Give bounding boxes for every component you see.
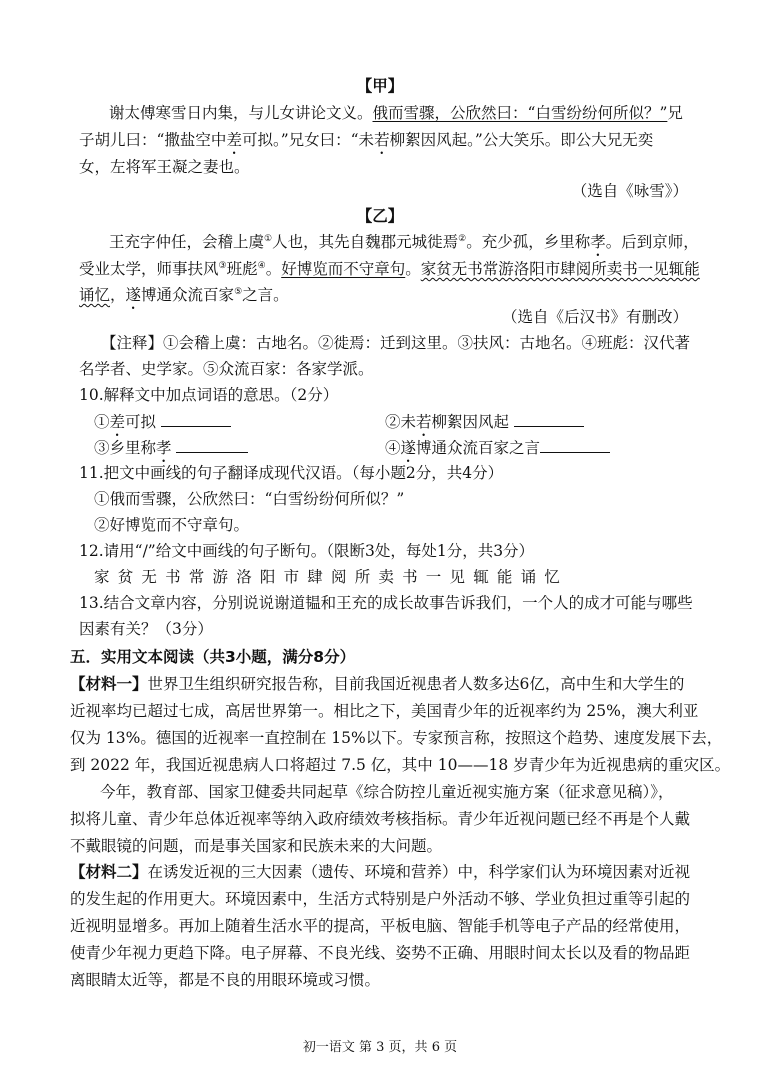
material-1-line-6: 拟将儿童、青少年总体近视率等纳入政府绩效考核指标。青少年近视问题已经不再是个人戴 — [70, 810, 691, 828]
passage-jia-source: （选自《咏雪》） — [571, 182, 688, 200]
notes-line-1: 【注释】①会稽上虞：古地名。②徙焉：迁到这里。③扶风：古地名。④班彪：汉代著 — [101, 334, 691, 352]
passage-yi-line-2: 受业太学，师事扶风③班彪④。好博览而不守章句。家贫无书常游洛阳市肆阅所卖书一见辄能 — [79, 260, 700, 278]
underlined-sentence-2: 好博览而不守章句 — [281, 260, 406, 278]
q13-line-1: 13.结合文章内容，分别说说谢道韫和王充的成长故事告诉我们，一个人的成才可能与哪些 — [79, 594, 693, 612]
passage-yi-heading: 【乙】 — [356, 206, 404, 225]
q11-stem: 11.把文中画线的句子翻译成现代汉语。（每小题2分，共4分） — [79, 464, 504, 482]
answer-blank[interactable] — [176, 438, 248, 453]
dotted-word: 孝 — [590, 233, 606, 251]
q13-line-2: 因素有关？（3分） — [79, 620, 213, 638]
q11-sentence-1: ①俄而雪骤，公欣然曰：“白雪纷纷何所似？” — [94, 490, 405, 508]
dotted-word: 若 — [374, 131, 390, 149]
dotted-word: 差 — [226, 131, 242, 149]
answer-blank[interactable] — [514, 412, 584, 427]
material-1-line-3: 仅为 13%。德国的近视率一直控制在 15%以下。专家预言称，按照这个趋势、速度发展下去， — [70, 729, 723, 747]
passage-jia-heading: 【甲】 — [356, 76, 404, 95]
notes-line-2: 名学者、史学家。⑤众流百家：各家学派。 — [79, 360, 374, 378]
q11-sentence-2: ②好博览而不守章句。 — [94, 516, 250, 534]
material-1-line-2: 近视率均已超过七成，高居世界第一。相比之下，美国青少年的近视率约为 25%，澳大利亚 — [70, 702, 699, 720]
q12-stem: 12.请用“/”给文中画线的句子断句。（限断3处，每处1分，共3分） — [79, 542, 535, 560]
q10-stem: 10.解释文中加点词语的意思。（2分） — [79, 386, 339, 404]
wavy-sentence: 家贫无书常游洛阳市肆阅所卖书一见辄能 — [420, 260, 700, 278]
underlined-sentence-1: 俄而雪骤，公欣然曰：“白雪纷纷何所似？” — [372, 104, 668, 122]
material-1-line-5: 今年，教育部、国家卫健委共同起草《综合防控儿童近视实施方案（征求意见稿）》， — [100, 783, 674, 801]
passage-jia-line-1: 谢太傅寒雪日内集，与儿女讲论文义。俄而雪骤，公欣然曰：“白雪纷纷何所似？”兄 — [109, 104, 683, 122]
q10-item-4: ④遂博通众流百家之言 — [385, 438, 688, 466]
material-2-line-2: 的发生起的作用更大。环境因素中，生活方式特别是户外活动不够、学业负担过重等引起的 — [70, 890, 691, 908]
q10-item-1: ①差可拟 — [94, 412, 688, 440]
section-5-title: 五．实用文本阅读（共3小题，满分8分） — [70, 648, 356, 666]
material-2-line-4: 使青少年视力更趋下降。电子屏幕、不良光线、姿势不正确、用眼时间太长以及看的物品距 — [70, 944, 691, 962]
answer-blank[interactable] — [540, 438, 610, 453]
passage-jia-line-2: 子胡儿曰：“撒盐空中差可拟。”兄女曰：“未若柳絮因风起。”公大笑乐。即公大兄无奕 — [79, 131, 654, 149]
wavy-sentence: 诵忆 — [79, 286, 111, 304]
answer-blank[interactable] — [161, 412, 231, 427]
passage-yi-line-1: 王充字仲任，会稽上虞①人也，其先自魏郡元城徙焉②。充少孤，乡里称孝。后到京师， — [109, 233, 699, 251]
material-2-line-5: 离眼睛太近等，都是不良的用眼环境或习惯。 — [70, 971, 381, 989]
dotted-word: 遂 — [125, 286, 142, 304]
passage-yi-line-3: 诵忆，遂博通众流百家⑤之言。 — [79, 286, 289, 304]
page-footer: 初一语文 第 3 页，共 6 页 — [302, 1040, 458, 1055]
passage-jia-line-3: 女，左将军王凝之妻也。 — [79, 158, 250, 176]
q10-item-3: ③乡里称孝 — [94, 438, 688, 466]
material-1-line-4: 到 2022 年，我国近视患病人口将超过 7.5 亿，其中 10——18 岁青少年为近视患病的重灾区。 — [70, 756, 731, 774]
q10-item-2: ②未若柳絮因风起 — [385, 412, 688, 440]
q12-sentence: 家贫无书常游洛阳市肆阅所卖书一见辄能诵忆 — [94, 568, 569, 586]
passage-yi-source: （选自《后汉书》有删改） — [501, 308, 688, 326]
material-1-line-7: 不戴眼镜的问题，而是事关国家和民族未来的大问题。 — [70, 837, 443, 855]
material-1-line-1: 【材料一】世界卫生组织研究报告称，目前我国近视患者人数多达6亿，高中生和大学生的 — [70, 674, 685, 693]
material-2-line-1: 【材料二】在诱发近视的三大因素（遗传、环境和营养）中，科学家们认为环境因素对近视 — [70, 862, 691, 881]
material-2-line-3: 近视明显增多。再加上随着生活水平的提高，平板电脑、智能手机等电子产品的经常使用， — [70, 917, 691, 935]
